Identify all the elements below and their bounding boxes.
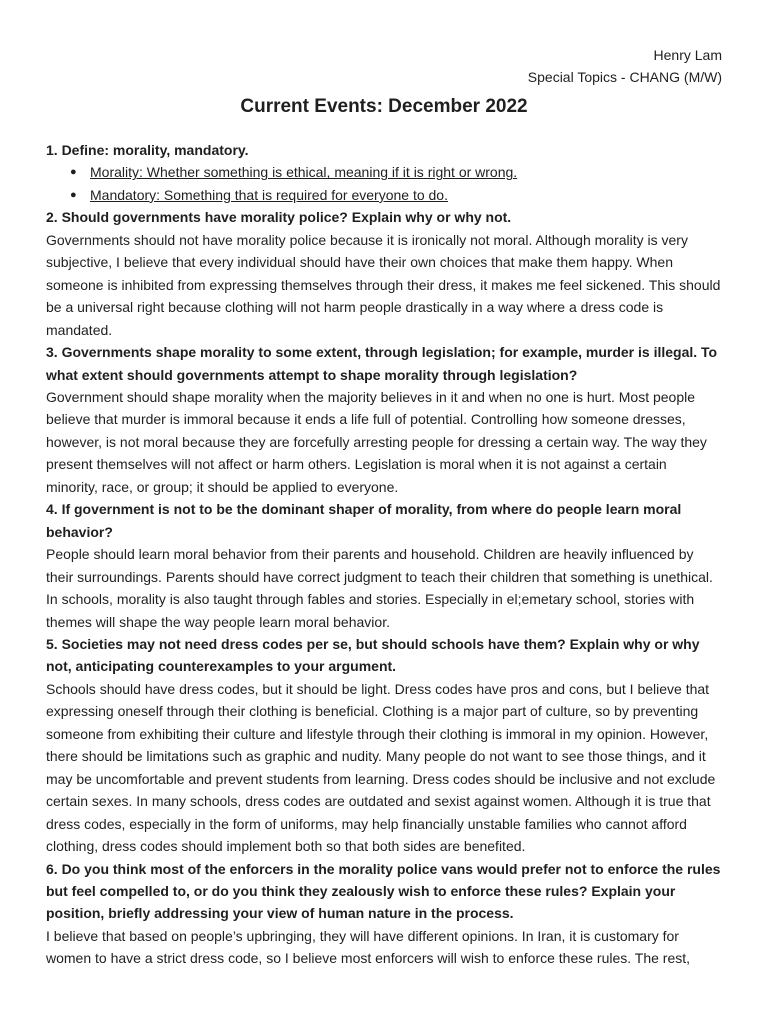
question-1: 1. Define: morality, mandatory. — [46, 142, 249, 158]
answer-6: I believe that based on people’s upbringing, they will have different opinions. In Iran, it is customary for women to have a strict dress code, so I believe most enforcers will wish to enforce these rules. The rest, — [46, 927, 691, 967]
definition-mandatory: Mandatory: Something that is required for everyone to do. — [90, 186, 448, 203]
document-header — [46, 44, 722, 88]
author-name: Henry Lam — [653, 47, 722, 63]
question-6: 6. Do you think most of the enforcers in the morality police vans would prefer not to enforce the rules but feel compelled to, or do you think they zealously wish to enforce these rules? Explain your position, briefly addressing your view of human nature in the process. — [46, 860, 721, 922]
document-title: Current Events: December 2022 — [240, 96, 528, 117]
document-body — [46, 139, 722, 970]
answer-5: Schools should have dress codes, but it should be light. Dress codes have pros and cons, but I believe that expressing oneself through their clothing is beneficial. Clothing is a major part of culture, so by preventing someone from exhibiting their culture and lifestyle through their clothing is immoral in my opinion. However, there should be limitations such as graphic and nudity. Many people do not want to see those things, and it may be uncomfortable and prevent students from learning. Dress codes should be inclusive and not exclude certain sexes. In many schools, dress codes are outdated and sexist against women. Although it is true that dress codes, especially in the form of uniforms, may help financially unstable families who cannot afford clothing, dress codes should implement both so that both sides are benefited. — [46, 680, 716, 855]
bullet-icon: ● — [70, 166, 77, 179]
question-5: 5. Societies may not need dress codes per se, but should schools have them? Explain why or why not, anticipating counterexamples to your argument. — [46, 635, 700, 675]
definition-item — [70, 184, 722, 206]
definition-list — [46, 161, 722, 206]
answer-4: People should learn moral behavior from their parents and household. Children are heavily influenced by their surroundings. Parents should have correct judgment to teach their children that something is unethical. In schools, morality is also taught through fables and stories. Especially in el;emetary school, stories with themes will shape the way people learn moral behavior. — [46, 546, 713, 630]
question-4: 4. If government is not to be the dominant shaper of morality, from where do people learn moral behavior? — [46, 501, 682, 540]
definition-item — [70, 161, 722, 183]
question-3: 3. Governments shape morality to some extent, through legislation; for example, murder is illegal. To what extent should governments attempt to shape morality through legislation? — [46, 344, 718, 383]
answer-3: Government should shape morality when the majority believes in it and when no one is hurt. Most people believe that murder is immoral because it ends a life full of potential. Controlling how someone dresses, however, is not moral because they are forcefully arresting people for dressing a certain way. The way they present themselves will not affect or harm others. Legislation is moral when it is not against a certain minority, race, or group; it should be applied to everyone. — [46, 388, 707, 495]
question-2: 2. Should governments have morality police? Explain why or why not. — [46, 209, 512, 226]
definition-morality: Morality: Whether something is ethical, meaning if it is right or wrong. — [90, 164, 518, 181]
answer-2: Governments should not have morality police because it is ironically not moral. Although morality is very subjective, I believe that every individual should have their own choices that make them happy. When someone is inhibited from expressing themselves through their dress, it makes me feel sickened. This should be a universal right because clothing will not harm people drastically in a way where a dress code is mandated. — [46, 231, 721, 338]
bullet-icon: ● — [70, 188, 77, 201]
course-name: Special Topics - CHANG (M/W) — [527, 69, 722, 85]
